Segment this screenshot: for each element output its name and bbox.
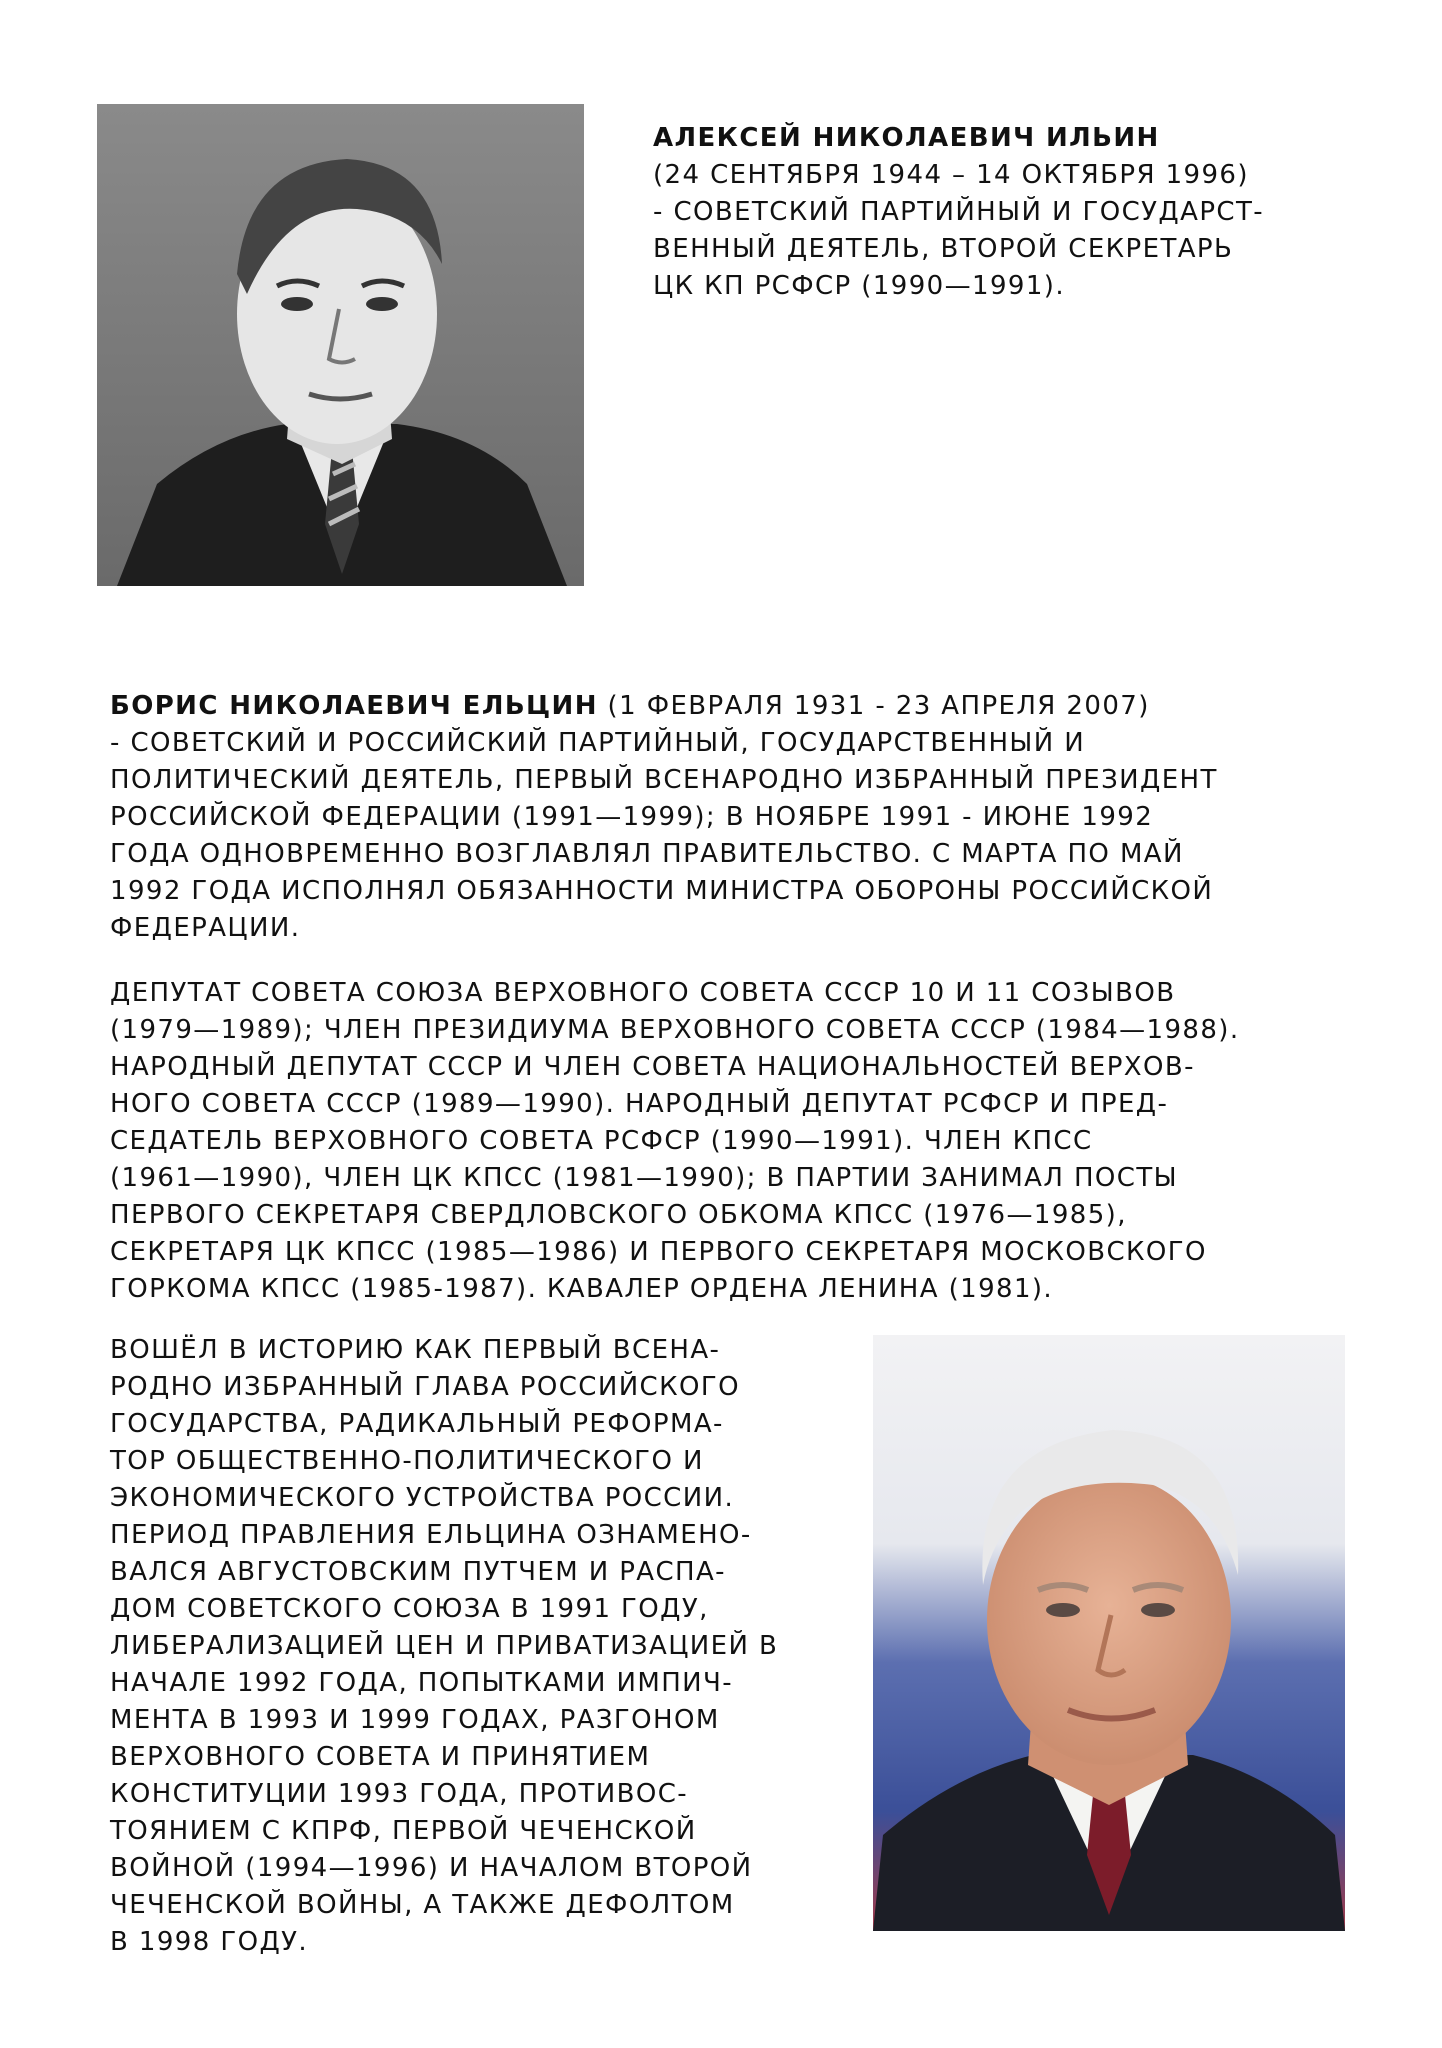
bio-yeltsin-line: ЛИБЕРАЛИЗАЦИЕЙ ЦЕН И ПРИВАТИЗАЦИЕЙ В	[110, 1631, 779, 1661]
bio-yeltsin-line: СЕКРЕТАРЯ ЦК КПСС (1985—1986) И ПЕРВОГО СЕКРЕТАРЯ МОСКОВСКОГО	[110, 1237, 1207, 1267]
yeltsin-dates: (1 ФЕВРАЛЯ 1931 - 23 АПРЕЛЯ 2007)	[597, 691, 1150, 721]
bio-yeltsin-line: НАРОДНЫЙ ДЕПУТАТ СССР И ЧЛЕН СОВЕТА НАЦИОНАЛЬНОСТЕЙ ВЕРХОВ-	[110, 1052, 1195, 1082]
portrait-photo-ilyin	[97, 104, 584, 586]
bio-yeltsin-line: ТОЯНИЕМ С КПРФ, ПЕРВОЙ ЧЕЧЕНСКОЙ	[110, 1816, 697, 1846]
bio-yeltsin-line: КОНСТИТУЦИИ 1993 ГОДА, ПРОТИВОС-	[110, 1779, 689, 1809]
bio-ilyin-line: - СОВЕТСКИЙ ПАРТИЙНЫЙ И ГОСУДАРСТ-	[653, 197, 1265, 227]
bio-ilyin-line: (24 СЕНТЯБРЯ 1944 – 14 ОКТЯБРЯ 1996)	[653, 160, 1249, 190]
name-ilyin: АЛЕКСЕЙ НИКОЛАЕВИЧ ИЛЬИН	[653, 123, 1160, 153]
bio-yeltsin-line: ВОЙНОЙ (1994—1996) И НАЧАЛОМ ВТОРОЙ	[110, 1853, 753, 1883]
bio-yeltsin-line: НАЧАЛЕ 1992 ГОДА, ПОПЫТКАМИ ИМПИЧ-	[110, 1668, 734, 1698]
bio-yeltsin-line: В 1998 ГОДУ.	[110, 1927, 309, 1957]
bio-ilyin-line: ЦК КП РСФСР (1990—1991).	[653, 271, 1065, 301]
bio-yeltsin-line: ГОДА ОДНОВРЕМЕННО ВОЗГЛАВЛЯЛ ПРАВИТЕЛЬСТВО. С МАРТА ПО МАЙ	[110, 839, 1184, 869]
bio-yeltsin-line: ЭКОНОМИЧЕСКОГО УСТРОЙСТВА РОССИИ.	[110, 1483, 735, 1513]
bio-yeltsin-line: ЧЕЧЕНСКОЙ ВОЙНЫ, А ТАКЖЕ ДЕФОЛТОМ	[110, 1890, 735, 1920]
bio-yeltsin-line: ВОШЁЛ В ИСТОРИЮ КАК ПЕРВЫЙ ВСЕНА-	[110, 1335, 721, 1365]
bio-yeltsin-line: ДЕПУТАТ СОВЕТА СОЮЗА ВЕРХОВНОГО СОВЕТА СССР 10 И 11 СОЗЫВОВ	[110, 978, 1176, 1008]
bio-yeltsin-career	[110, 975, 1360, 1308]
bio-yeltsin-line: МЕНТА В 1993 И 1999 ГОДАХ, РАЗГОНОМ	[110, 1705, 720, 1735]
name-yeltsin: БОРИС НИКОЛАЕВИЧ ЕЛЬЦИН	[110, 691, 598, 721]
bio-yeltsin-line: ТОР ОБЩЕСТВЕННО-ПОЛИТИЧЕСКОГО И	[110, 1446, 704, 1476]
bio-yeltsin-line: ДОМ СОВЕТСКОГО СОЮЗА В 1991 ГОДУ,	[110, 1594, 709, 1624]
bio-yeltsin-line: СЕДАТЕЛЬ ВЕРХОВНОГО СОВЕТА РСФСР (1990—1991). ЧЛЕН КПСС	[110, 1126, 1093, 1156]
bio-ilyin	[653, 120, 1353, 305]
bio-yeltsin-line: ГОРКОМА КПСС (1985-1987). КАВАЛЕР ОРДЕНА ЛЕНИНА (1981).	[110, 1274, 1054, 1304]
bio-yeltsin-line: НОГО СОВЕТА СССР (1989—1990). НАРОДНЫЙ ДЕПУТАТ РСФСР И ПРЕД-	[110, 1089, 1169, 1119]
bio-yeltsin-line: ПОЛИТИЧЕСКИЙ ДЕЯТЕЛЬ, ПЕРВЫЙ ВСЕНАРОДНО ИЗБРАННЫЙ ПРЕЗИДЕНТ	[110, 765, 1218, 795]
bio-yeltsin-line: - СОВЕТСКИЙ И РОССИЙСКИЙ ПАРТИЙНЫЙ, ГОСУДАРСТВЕННЫЙ И	[110, 728, 1086, 758]
bio-yeltsin-line: ВАЛСЯ АВГУСТОВСКИМ ПУТЧЕМ И РАСПА-	[110, 1557, 726, 1587]
bio-yeltsin-line: ГОСУДАРСТВА, РАДИКАЛЬНЫЙ РЕФОРМА-	[110, 1409, 724, 1439]
bio-yeltsin-line: ФЕДЕРАЦИИ.	[110, 913, 301, 943]
bio-yeltsin-line: ПЕРИОД ПРАВЛЕНИЯ ЕЛЬЦИНА ОЗНАМЕНО-	[110, 1520, 752, 1550]
bio-ilyin-line: ВЕННЫЙ ДЕЯТЕЛЬ, ВТОРОЙ СЕКРЕТАРЬ	[653, 234, 1234, 264]
bio-yeltsin-line: ВЕРХОВНОГО СОВЕТА И ПРИНЯТИЕМ	[110, 1742, 651, 1772]
bio-yeltsin-line: (1979—1989); ЧЛЕН ПРЕЗИДИУМА ВЕРХОВНОГО СОВЕТА СССР (1984—1988).	[110, 1015, 1240, 1045]
bio-yeltsin-heading-line	[110, 688, 1360, 725]
portrait-bw-image	[97, 104, 584, 586]
portrait-photo-yeltsin	[873, 1335, 1345, 1931]
bio-yeltsin-line: РОССИЙСКОЙ ФЕДЕРАЦИИ (1991—1999); В НОЯБРЕ 1991 - ИЮНЕ 1992	[110, 802, 1154, 832]
bio-yeltsin-line: РОДНО ИЗБРАННЫЙ ГЛАВА РОССИЙСКОГО	[110, 1372, 740, 1402]
bio-yeltsin-intro	[110, 688, 1360, 947]
bio-yeltsin-legacy	[110, 1332, 880, 1961]
bio-yeltsin-line: 1992 ГОДА ИСПОЛНЯЛ ОБЯЗАННОСТИ МИНИСТРА ОБОРОНЫ РОССИЙСКОЙ	[110, 876, 1214, 906]
portrait-color-image	[873, 1335, 1345, 1931]
bio-yeltsin-line: (1961—1990), ЧЛЕН ЦК КПСС (1981—1990); В ПАРТИИ ЗАНИМАЛ ПОСТЫ	[110, 1163, 1178, 1193]
bio-yeltsin-line: ПЕРВОГО СЕКРЕТАРЯ СВЕРДЛОВСКОГО ОБКОМА КПСС (1976—1985),	[110, 1200, 1127, 1230]
